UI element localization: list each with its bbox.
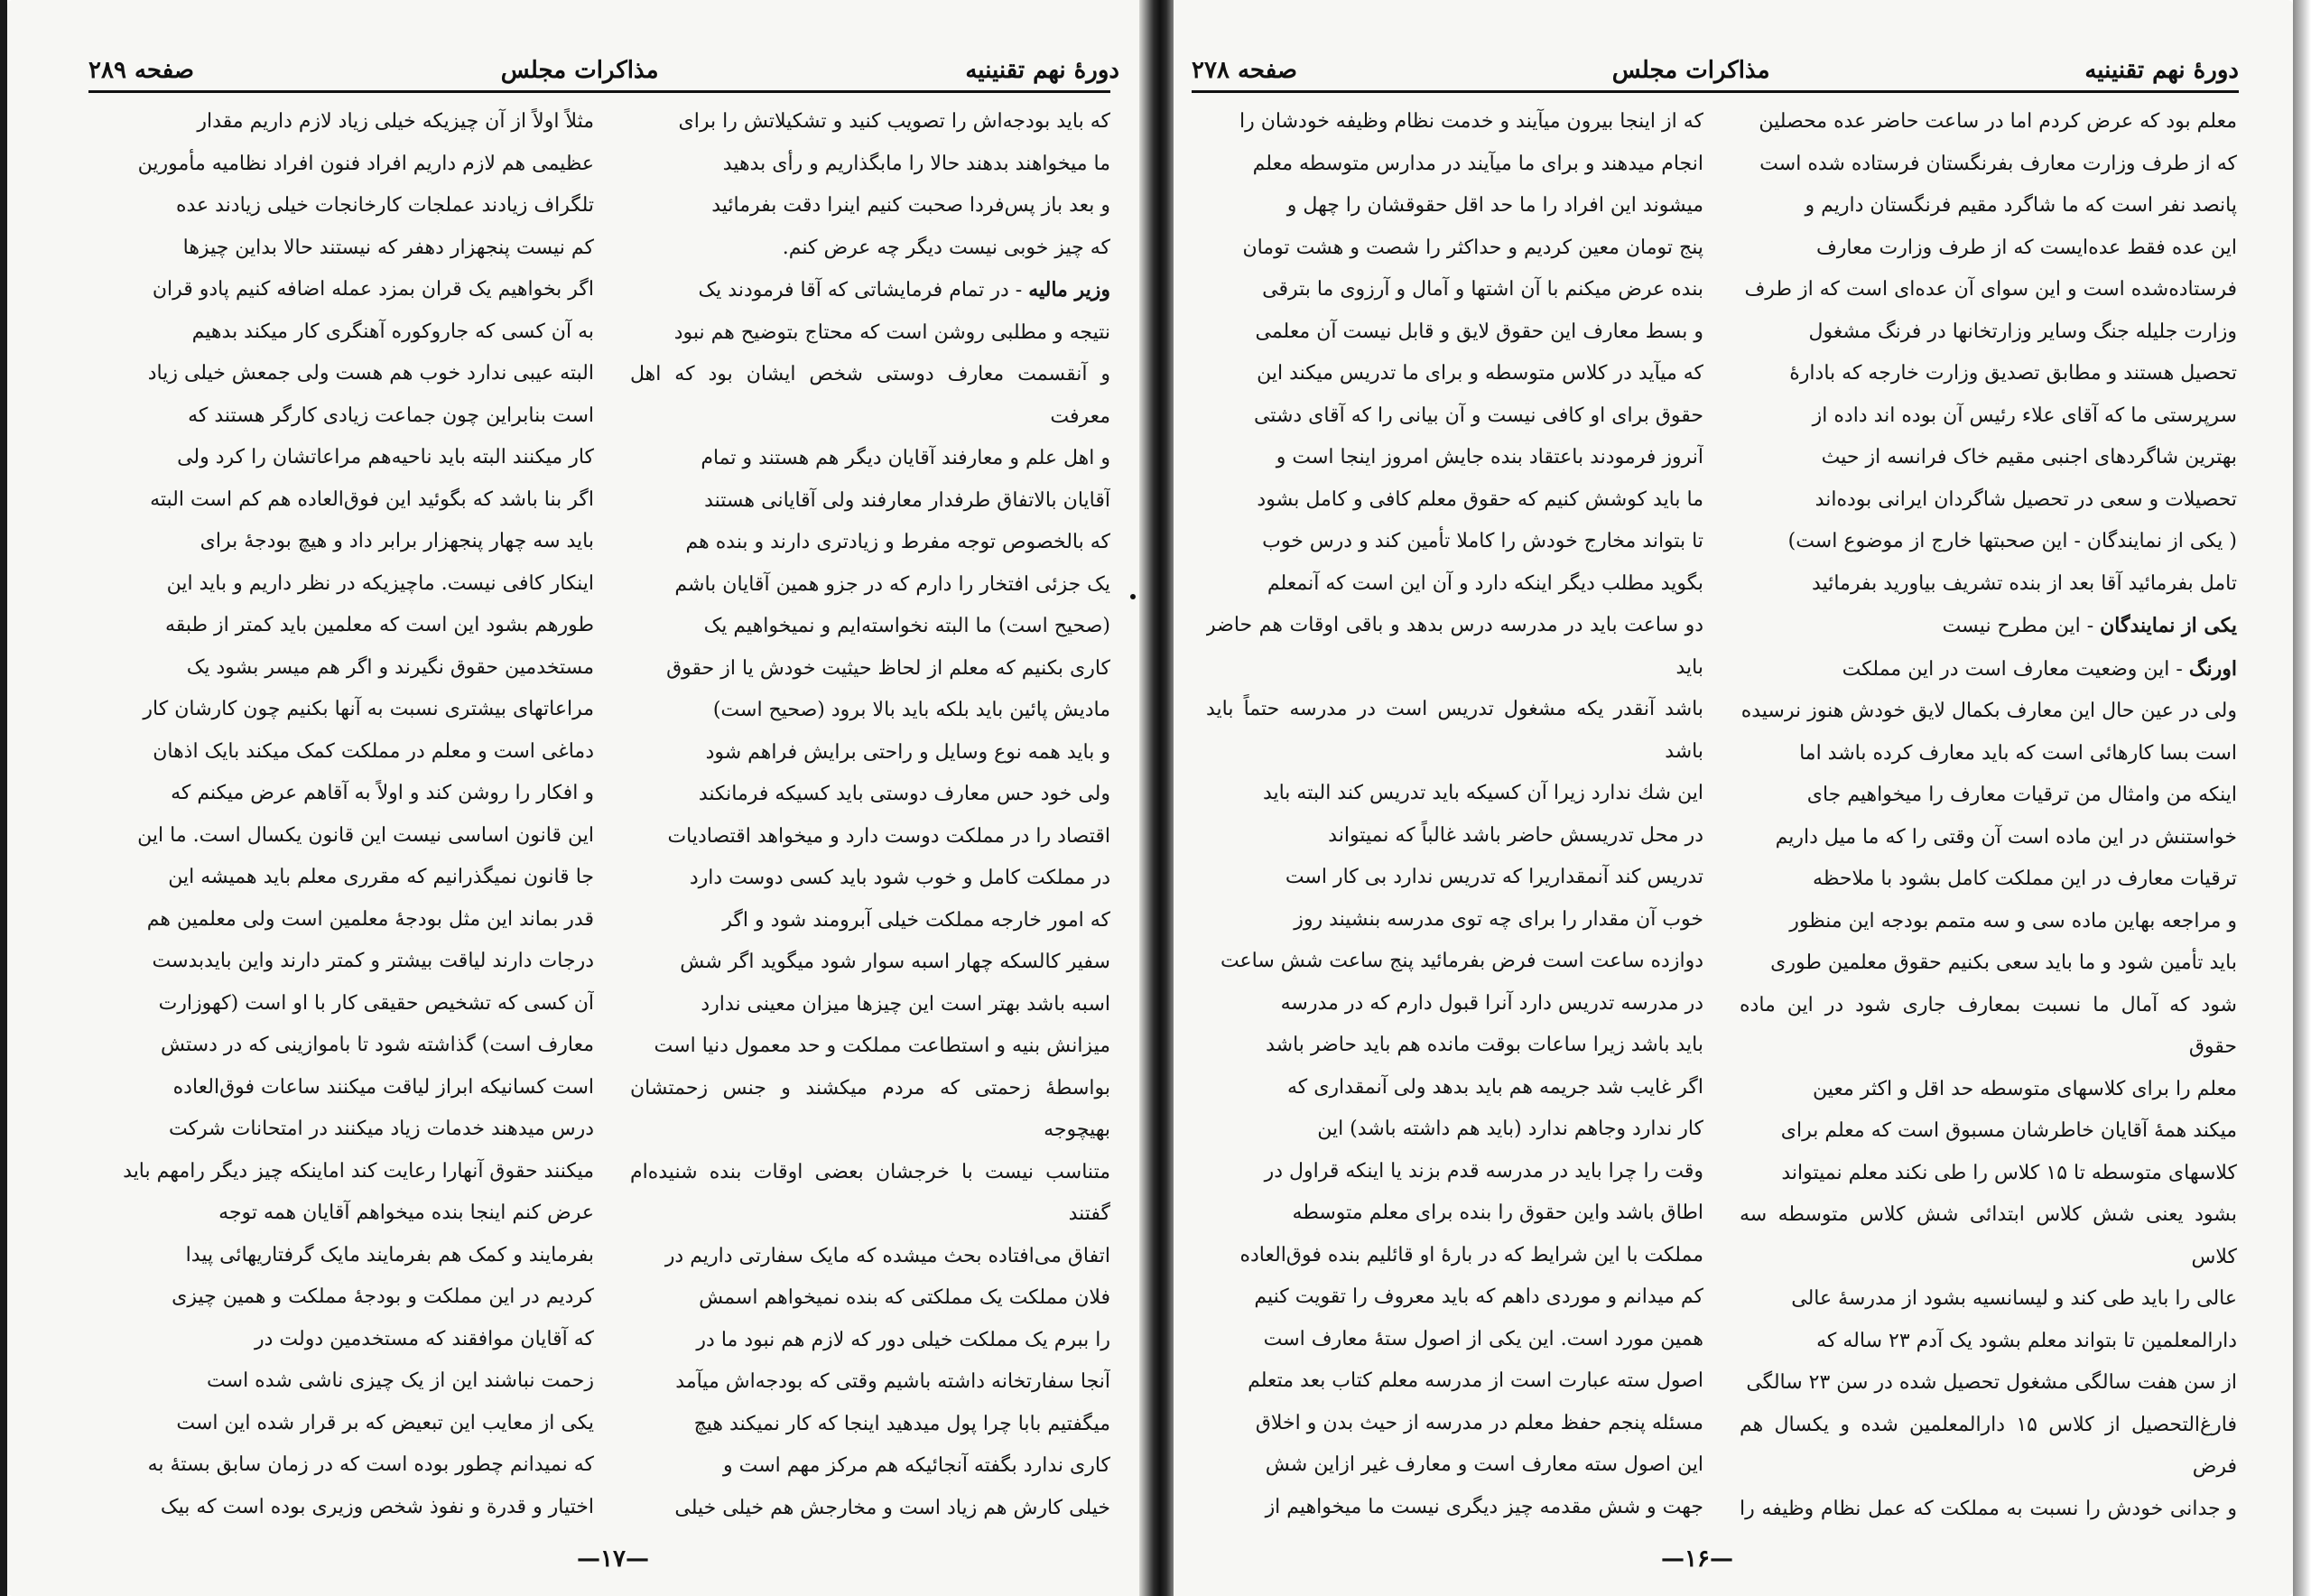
- text-line: سرپرستی ما که آقای علاء رئیس آن بوده اند داده از: [1812, 404, 2237, 427]
- text-line: مادیش پائین باید بلکه باید بالا برود (صحیح است): [712, 699, 1110, 721]
- margin-dot: [1130, 594, 1136, 599]
- text-line: وزیر مالیه - در تمام فرمایشاتی که آقا فرمودند یک: [698, 278, 1110, 302]
- right-page-columns: [1206, 101, 2237, 1524]
- text-line: کم نیست پنجهزار دهفر که نیستند حالا بداین چیزها: [182, 236, 594, 259]
- text-line: که از اینجا بیرون میآیند و خدمت نظام وظیفه خودشان را: [1239, 110, 1703, 133]
- text-line: انجام میدهند و برای ما میآیند در مدارس متوسطه معلم: [1252, 152, 1703, 175]
- text-line: حقوق برای او کافی نیست و آن بیانی را که آقای دشتی: [1253, 404, 1703, 427]
- text-line: که نمیدانم چطور بوده است که در زمان سابق بستهٔ به: [147, 1453, 594, 1476]
- right-session-label: دورهٔ نهم تقنینیه: [2084, 57, 2239, 84]
- text-line: جا قانون نمیگذرانیم که مقرری معلم باید همیشه این: [168, 866, 594, 888]
- scan-edge-right: [2293, 0, 2311, 1596]
- text-line: اطاق باشد واین حقوق را بنده برای معلم متوسطه: [1292, 1202, 1703, 1224]
- text-line: معلم بود که عرض کردم اما در ساعت حاضر عده محصلین: [1759, 110, 2237, 133]
- text-line: دو ساعت باید در مدرسه درس بدهد و باقی اوقات هم حاضر باید: [1206, 614, 1703, 679]
- text-line: خیلی کارش هم زیاد است و مخارجش هم خیلی خیلی: [674, 1496, 1110, 1519]
- text-line: میزانش بنیه و استطاعت مملکت و حد معمول دنیا است: [654, 1035, 1110, 1057]
- text-line: بفرمایند و کمک هم بفرمایند مایک گرفتاریهائی پیدا: [185, 1243, 594, 1267]
- text-line: این شك ندارد زیرا آن کسیکه باید تدریس کند البته باید: [1262, 782, 1703, 804]
- text-line: این عده فقط عده‌ایست که از طرف وزارت معارف: [1815, 236, 2237, 259]
- text-line: مستخدمین حقوق نگیرند و اگر هم میسر بشود یک: [186, 655, 594, 679]
- text-line: زحمت نباشند این از یک چیزی ناشی شده است: [207, 1369, 594, 1392]
- text-line: عالی را باید طی کند و لیسانسیه بشود از مدرسهٔ عالی: [1791, 1287, 2237, 1310]
- text-line: اصول سته عبارت است از مدرسه معلم کتاب بعد متعلم: [1248, 1369, 1703, 1392]
- text-line: ولی خود حس معارف دوستی باید کسیکه فرمانکند: [698, 783, 1110, 805]
- left-page-label: صفحه ۲۸۹: [88, 57, 194, 84]
- text-line: فلان مملکت یک مملکتی که بنده نمیخواهم اسمش: [699, 1286, 1110, 1309]
- text-line: عظیمی هم لازم داریم افراد فنون افراد نظامیه مأمورین: [137, 152, 594, 175]
- text-line: میشوند این افراد را ما حد اقل حقوقشان را چهل و: [1286, 194, 1703, 217]
- left-page: [7, 0, 1146, 1596]
- text-line: معلم را برای کلاسهای متوسطه حد اقل و اکثر معین: [1813, 1077, 2237, 1100]
- text-line: پانصد نفر است که ما شاگرد مقیم فرنگستان داریم و: [1805, 194, 2237, 217]
- text-line: آن کسی که تشخیص حقیقی کار با او است (کهوزارت: [158, 991, 594, 1015]
- text-line: بشود یعنی شش کلاس ابتدائی شش کلاس متوسطه سه کلاس: [1740, 1203, 2237, 1268]
- text-line: یکی از معایب این تبعیض که بر قرار شده این است: [176, 1411, 594, 1434]
- text-line: متناسب نیست با خرجشان بعضی اوقات بنده شنیده‌ام گفتند: [630, 1160, 1110, 1225]
- text-line: باید تأمین شود و ما باید سعی بکنیم حقوق معلمین طوری: [1770, 951, 2237, 974]
- text-line: که باید بودجه‌اش را تصویب کنید و تشکیلاتش را برای: [678, 110, 1110, 133]
- text-line: دماغی است و معلم در مملکت کمک میکند بایک اذهان: [153, 739, 594, 763]
- text-line: بهترین شاگردهای اجنبی مقیم خاک فرانسه از حیث: [1821, 446, 2237, 469]
- right-page: [1174, 0, 2293, 1596]
- text-line: تحصیلات و سعی در تحصیل شاگردان ایرانی بوده‌اند: [1814, 487, 2237, 511]
- text-line: و مراجعه بهاین ماده سی و سه متمم بودجه این منظور: [1789, 909, 2237, 933]
- text-line: جهت و شش مقدمه چیز دیگری نیست ما میخواهیم از: [1265, 1495, 1703, 1518]
- text-line: این قانون اساسی نیست این قانون یکسال است. ما این: [137, 823, 594, 847]
- text-line: کلاسهای متوسطه تا ۱۵ کلاس را طی نکند معلم نمیتواند: [1781, 1161, 2237, 1184]
- text-line: تامل بفرمائید آقا بعد از بنده تشریف بیاورید بفرمائید: [1812, 571, 2237, 595]
- text-line: معارف است) گذاشته شود تا باموازینی که در دستش: [160, 1034, 594, 1056]
- text-line: و جدانی خودش را نسبت به مملکت که عمل نظام وظیفه را: [1740, 1497, 2237, 1520]
- text-line: ولی در عین حال این معارف بکمال لایق خودش هنوز نرسیده: [1740, 700, 2237, 722]
- text-line: میکنند حقوق آنهارا رعایت کند اماینکه چیز دیگر رامهم باید: [123, 1159, 594, 1183]
- text-line: درجات دارند لیاقت بیشتر و کمتر دارند واین بایدبدست: [152, 950, 594, 972]
- text-line: میگفتیم بابا چرا پول میدهید اینجا که کار نمیکند هیچ: [693, 1412, 1110, 1435]
- text-line: است بسا کارهائی است که باید معارف کرده باشد اما: [1799, 741, 2237, 765]
- right-header-title: مذاکرات مجلس: [1611, 57, 1770, 84]
- text-line: کردیم در این مملکت و بودجهٔ مملکت و همین چیزی: [172, 1285, 594, 1308]
- text-line: ترقیات معارف در این مملکت کامل بشود با ملاحظه: [1813, 868, 2237, 890]
- left-page-column-left: [114, 101, 594, 1524]
- text-line: یکی از نمایندگان - این مطرح نیست: [1942, 614, 2237, 637]
- right-header-rule: [1192, 90, 2239, 93]
- text-line: ما باید کوشش کنیم که حقوق معلم کافی و کامل بشود: [1257, 487, 1703, 511]
- text-line: کار میکنند البته باید ناحیه‌هم مراعاتشان را کرد ولی: [177, 446, 594, 469]
- text-line: تا بتواند مخارج خودش را کاملا تأمین کند و درس خوب: [1262, 530, 1703, 552]
- text-line: خوب آن مقدار را برای چه توی مدرسه بنشیند روز: [1294, 907, 1703, 931]
- text-line: مسئله پنجم حفظ معلم در مدرسه از حیث بدن و اخلاق: [1255, 1411, 1703, 1434]
- text-line: است بنابراین چون جماعت زیادی کارگر هستند که: [188, 404, 594, 427]
- text-line: ( یکی از نمایندگان - این صحبتها خارج از موضوع است): [1787, 530, 2237, 552]
- text-line: اگر بنا باشد که بگوئید این فوق‌العاده هم کم است البته: [150, 487, 594, 511]
- text-line: (صحیح است) ما البته نخواسته‌ایم و نمیخواهیم یک: [703, 615, 1110, 637]
- text-line: است کسانیکه ابراز لیاقت میکنند ساعات فوق‌العاده: [172, 1075, 594, 1099]
- text-line: را ببرم یک مملکت خیلی دور که لازم هم نبود ما در: [696, 1328, 1110, 1351]
- right-page-column-right: [1740, 101, 2237, 1524]
- left-page-columns: [114, 101, 1110, 1524]
- text-line: شود که آمال ما نسبت بمعارف جاری شود در این ماده حقوق: [1740, 993, 2237, 1058]
- scan-edge-shadow: [0, 0, 7, 1596]
- text-line: بواسطهٔ زحمتی که مردم میکشند و جنس زحمتشان بهیچوجه: [630, 1076, 1110, 1141]
- left-session-label: دورهٔ نهم تقنینیه: [965, 57, 1119, 84]
- text-line: اختیار و قدرة و نفوذ شخص وزیری بوده است که بیک: [160, 1495, 594, 1518]
- text-line: بنده عرض میکنم با آن اشتها و آمال و آرزوی ما بترقی: [1262, 278, 1703, 301]
- text-line: که آقایان موافقند که مستخدمین دولت در: [254, 1327, 594, 1350]
- text-line: اینکار کافی نیست. ماچیزیکه در نظر داریم و باید این: [166, 571, 594, 595]
- text-line: اورنگ - این وضعیت معارف است در این مملکت: [1842, 656, 2237, 681]
- text-line: و بعد باز پس‌فردا صحبت کنیم اینرا دقت بفرمائید: [711, 194, 1110, 217]
- left-header-rule: [88, 90, 1110, 93]
- text-line: اینکه من وامثال من ترقیات معارف را میخواهیم جای: [1806, 784, 2237, 806]
- text-line: سفیر کالسکه چهار اسبه سوار شود میگوید اگر شش: [680, 951, 1110, 973]
- text-line: کاری بکنیم که معلم از لحاظ حیثیت خودش یا از حقوق: [666, 656, 1110, 680]
- text-line: آقایان بالاتفاق طرفدار معارفند ولی آقایانی هستند: [704, 488, 1110, 512]
- right-page-column-left: [1206, 101, 1703, 1524]
- text-line: البته عیبی ندارد خوب هم هست ولی جمعش خیلی زیاد: [147, 362, 594, 385]
- text-line: وقت را چرا باید در مدرسه قدم بزند یا اینکه قراول در: [1264, 1159, 1703, 1183]
- left-page-header: [88, 52, 1119, 88]
- text-line: که چیز خوبی نیست دیگر چه عرض کنم.: [782, 236, 1110, 259]
- text-line: فارغ‌التحصیل از کلاس ۱۵ دارالمعلمین شده و یکسال هم فرض: [1740, 1413, 2237, 1478]
- text-line: وزارت جلیله جنگ وسایر وزارتخانها در فرنگ مشغول: [1808, 320, 2237, 343]
- text-line: تدریس کند آنمقداریرا که تدریس ندارد بی کار است: [1285, 866, 1703, 888]
- text-line: عرض کنم اینجا بنده میخواهم آقایان همه توجه: [218, 1202, 594, 1224]
- left-page-column-right: [630, 101, 1110, 1524]
- text-line: پنج تومان معین کردیم و حداکثر را شصت و هشت تومان: [1242, 236, 1703, 259]
- text-line: و افکار را روشن کند و اولاً به آقاهم عرض میکنم که: [171, 782, 594, 804]
- text-line: در مملکت کامل و خوب شود باید کسی دوست دارد: [689, 867, 1110, 889]
- text-line: خواستنش در این ماده است آن وقتی را که ما میل داریم: [1775, 825, 2237, 849]
- text-line: میکند همهٔ آقایان خاطرشان مسبوق است که معلم برای: [1780, 1119, 2237, 1142]
- text-line: از سن هفت سالگی مشغول تحصیل شده در سن ۲۳ سالگی: [1746, 1371, 2237, 1394]
- right-page-number: —۱۶—: [1661, 1545, 1733, 1573]
- text-line: قدر بماند این مثل بودجهٔ معلمین است ولی معلمین هم: [146, 907, 594, 931]
- text-line: دارالمعلمین تا بتواند معلم بشود یک آدم ۲۳ ساله که: [1816, 1329, 2237, 1352]
- text-line: و اهل علم و معارفند آقایان دیگر هم هستند و تمام: [701, 447, 1110, 469]
- text-line: کم میدانم و موردی داهم که باید معروف را تقویت کنیم: [1254, 1285, 1703, 1308]
- text-line: باید باشد زیرا ساعات بوقت مانده هم باید حاضر باشد: [1266, 1034, 1703, 1056]
- text-line: درس میدهند خدمات زیاد میکنند در امتحانات شرکت: [168, 1118, 594, 1140]
- text-line: در مدرسه تدریس دارد آنرا قبول دارم که در مدرسه: [1280, 991, 1703, 1015]
- text-line: طورهم بشود این است که معلمین باید کمتر از طبقه: [164, 614, 594, 636]
- text-line: نتیجه و مطلبی روشن است که محتاج بتوضیح هم نبود: [673, 320, 1110, 344]
- text-line: که بالخصوص توجه مفرط و زیادتری دارند و بنده هم: [685, 531, 1110, 553]
- text-line: تحصیل هستند و مطابق تصدیق وزارت خارجه که بادارهٔ: [1789, 362, 2237, 385]
- text-line: و آنقسمت معارف دوستی شخص ایشان بود که اهل معرفت: [630, 363, 1110, 428]
- text-line: اقتصاد را در مملکت دوست دارد و میخواهد اقتصادیات: [667, 824, 1110, 848]
- text-line: که امور خارجه مملکت خیلی آبرومند شود و اگر: [722, 908, 1110, 932]
- left-header-title: مذاکرات مجلس: [500, 57, 659, 84]
- text-line: بگوید مطلب دیگر اینکه دارد و آن این است که آنمعلم: [1267, 571, 1703, 595]
- text-line: اگر غایب شد جریمه هم باید بدهد ولی آنمقداری که: [1286, 1075, 1703, 1099]
- text-line: اتفاق می‌افتاده بحث میشده که مایک سفارتی داریم در: [664, 1244, 1110, 1267]
- text-line: مملکت با این شرایط که در بارهٔ او قائلیم بنده فوق‌العاده: [1239, 1243, 1703, 1267]
- right-page-label: صفحه ۲۷۸: [1192, 57, 1297, 84]
- text-line: همین مورد است. این یکی از اصول ستهٔ معارف است: [1263, 1327, 1703, 1350]
- text-line: به آن کسی که جاروکوره آهنگری کار میکند بدهیم: [191, 320, 594, 343]
- text-line: در محل تدریسش حاضر باشد غالباً که نمیتواند: [1328, 823, 1703, 847]
- text-line: که از طرف وزارت معارف بفرنگستان فرستاده شده است: [1759, 152, 2237, 175]
- text-line: فرستاده‌شده است و این سوای آن عده‌ای است که از طرف: [1744, 278, 2237, 301]
- text-line: که میآید در کلاس متوسطه و برای ما تدریس میکند این: [1257, 362, 1703, 385]
- text-line: اگر بخواهیم یک قران بمزد عمله اضافه کنیم پادو قران: [152, 278, 594, 301]
- left-page-number: —۱۷—: [577, 1545, 649, 1573]
- text-line: باید سه چهار پنجهزار برابر داد و هیچ بودجهٔ برای: [200, 530, 594, 552]
- text-line: آنروز فرمودند باعتقاد بنده جایش امروز اینجا است و: [1276, 446, 1703, 469]
- text-line: یک جزئی افتخار را دارم که در جزو همین آقایان باشم: [674, 572, 1110, 596]
- text-line: و بسط معارف این حقوق لایق و قابل نیست آن معلمی: [1255, 320, 1703, 343]
- text-line: این اصول سته معارف است و معارف غیر ازاین شش: [1265, 1453, 1703, 1476]
- text-line: مثلاً اولاً از آن چیزیکه خیلی زیاد لازم داریم مقدار: [197, 110, 594, 133]
- text-line: مراعاتهای بیشتری نسبت به آنها بکنیم چون کارشان کار: [143, 698, 594, 720]
- text-line: تلگراف زیادند عملجات کارخانجات خیلی زیادند عده: [175, 194, 594, 217]
- text-line: دوازده ساعت است فرض بفرمائید پنج ساعت شش ساعت: [1220, 950, 1703, 972]
- text-line: کاری ندارد بگفته آنجائیکه هم مرکز مهم است و: [723, 1454, 1110, 1477]
- text-line: و باید همه نوع وسایل و راحتی برایش فراهم شود: [705, 740, 1110, 764]
- right-page-header: [1192, 52, 2239, 88]
- text-line: باشد آنقدر یکه مشغول تدریس است در مدرسه حتماً باید باشد: [1206, 698, 1703, 763]
- text-line: آنجا سفارتخانه داشته باشیم وقتی که بودجه‌اش میآمد: [675, 1370, 1110, 1393]
- text-line: اسبه باشد بهتر است این چیزها میزان معینی ندارد: [701, 992, 1110, 1016]
- text-line: کار ندارد وجاهم ندارد (باید هم داشته باشد) این: [1317, 1118, 1703, 1140]
- text-line: ما میخواهند بدهند حالا را مابگذاریم و رأی بدهید: [722, 152, 1110, 175]
